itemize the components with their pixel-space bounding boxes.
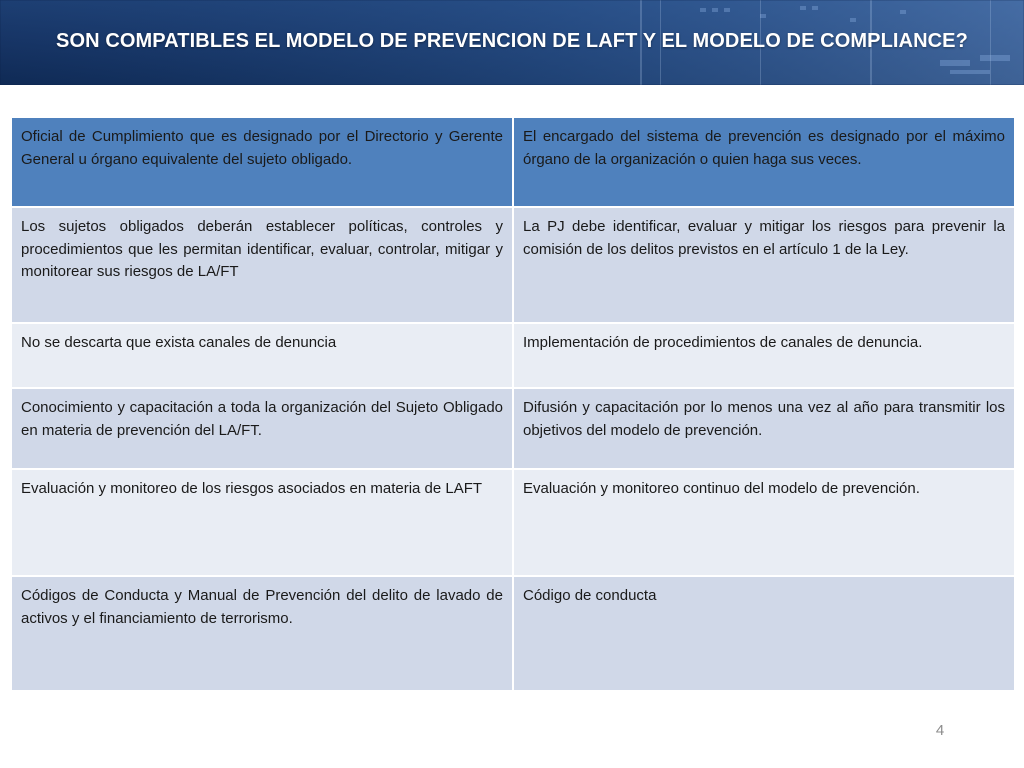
right-cell: Código de conducta (513, 576, 1015, 691)
table-row (11, 469, 1015, 576)
slide-title: SON COMPATIBLES EL MODELO DE PREVENCION DE LAFT Y EL MODELO DE COMPLIANCE? (56, 30, 968, 52)
left-cell: Evaluación y monitoreo de los riesgos asociados en materia de LAFT (11, 469, 513, 576)
title-banner (0, 0, 1024, 85)
right-cell: Difusión y capacitación por lo menos una vez al año para transmitir los objetivos del modelo de prevención. (513, 388, 1015, 469)
table-row (11, 323, 1015, 388)
table-row (11, 207, 1015, 323)
left-cell: Conocimiento y capacitación a toda la organización del Sujeto Obligado en materia de prevención del LA/FT. (11, 388, 513, 469)
page-number: 4 (935, 722, 945, 739)
table-row (11, 117, 1015, 207)
right-cell: El encargado del sistema de prevención es designado por el máximo órgano de la organización o quien haga sus veces. (513, 117, 1015, 207)
right-cell: Evaluación y monitoreo continuo del modelo de prevención. (513, 469, 1015, 576)
left-cell: No se descarta que exista canales de denuncia (11, 323, 513, 388)
right-cell: La PJ debe identificar, evaluar y mitigar los riesgos para prevenir la comisión de los delitos previstos en el artículo 1 de la Ley. (513, 207, 1015, 323)
left-cell: Oficial de Cumplimiento que es designado por el Directorio y Gerente General u órgano equivalente del sujeto obligado. (11, 117, 513, 207)
comparison-table (10, 116, 1016, 692)
table-row (11, 576, 1015, 691)
table-row (11, 388, 1015, 469)
right-cell: Implementación de procedimientos de canales de denuncia. (513, 323, 1015, 388)
left-cell: Los sujetos obligados deberán establecer políticas, controles y procedimientos que les permitan identificar, evaluar, controlar, mitigar y monitorear sus riesgos de LA/FT (11, 207, 513, 323)
left-cell: Códigos de Conducta y Manual de Prevención del delito de lavado de activos y el financiamiento de terrorismo. (11, 576, 513, 691)
